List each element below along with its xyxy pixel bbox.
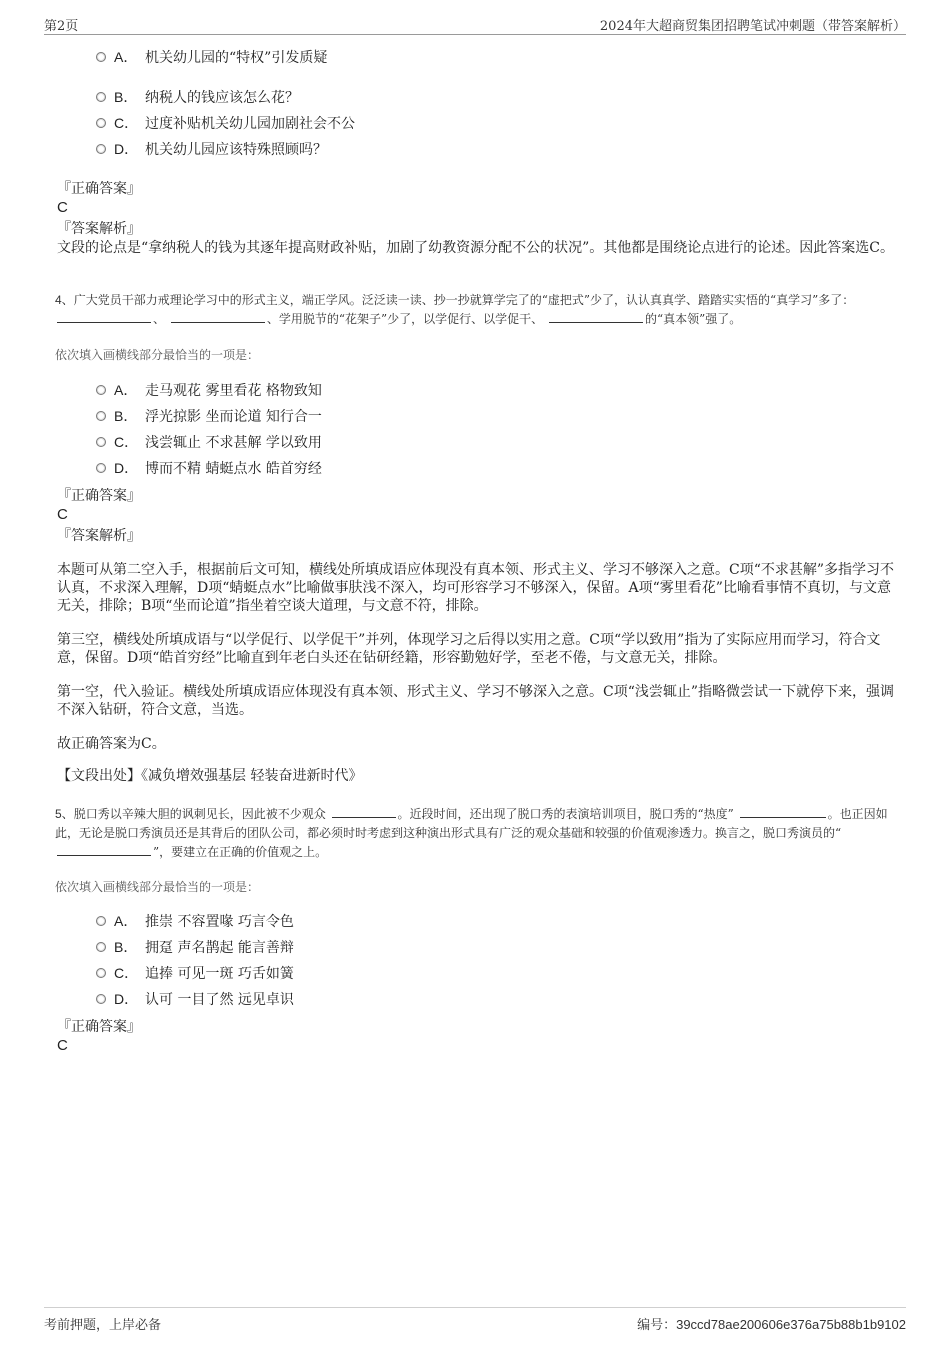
q5-answer-label: 『正确答案』 (57, 1019, 141, 1035)
footer-slogan: 考前押题，上岸必备 (44, 1318, 162, 1333)
code-value: 39ccd78ae200606e376a75b88b1b9102 (676, 1317, 906, 1332)
q4-answer-label: 『正确答案』 (57, 488, 141, 504)
radio-icon[interactable] (96, 968, 106, 978)
option-text: 浅尝辄止 不求甚解 学以致用 (145, 435, 322, 451)
option-text: 拥趸 声名鹊起 能言善辩 (145, 940, 294, 956)
q3-option-b[interactable] (96, 87, 299, 107)
option-text: 机关幼儿园应该特殊照顾吗？ (145, 142, 327, 158)
q4-analysis-paragraph-2: 第三空，横线处所填成语与“以学促行、以学促干”并列，体现学习之后得以实用之意。C项“学以致用”指为了实际应用而学习，符合文意，保留。D项“皓首穷经”比喻直到年老白头还在钻研经籍，形容勤勉好学，至老不倦，与文意无关，排除。 (57, 632, 881, 666)
q4-source: 【文段出处】《减负增效强基层 轻装奋进新时代》 (57, 768, 363, 784)
q5-option-a[interactable] (96, 911, 294, 931)
q3-answer: C (57, 199, 68, 216)
q5-stem (55, 805, 897, 862)
q5-stem-text-1: 脱口秀以辛辣大胆的讽刺见长，因此被不少观众 (73, 807, 326, 821)
option-text: 追捧 可见一斑 巧舌如簧 (145, 966, 294, 982)
page-footer (44, 1307, 906, 1332)
q5-stem-text-4: ”，要建立在正确的价值观之上。 (153, 845, 328, 859)
radio-icon[interactable] (96, 144, 106, 154)
q5-number: 5、 (55, 807, 74, 821)
option-text: 认可 一目了然 远见卓识 (145, 992, 294, 1008)
q5-prompt: 依次填入画横线部分最恰当的一项是： (55, 880, 260, 894)
option-text: 过度补贴机关幼儿园加剧社会不公 (145, 116, 355, 132)
q4-answer: C (57, 506, 68, 523)
code-label: 编号： (637, 1318, 677, 1333)
q5-option-c[interactable] (96, 963, 294, 983)
option-letter: B． (114, 939, 138, 955)
q3-analysis: 文段的论点是“拿纳税人的钱为其逐年提高财政补贴，加剧了幼教资源分配不公的状况”。其他都是围绕论点进行的论述。因此答案选C。 (57, 240, 895, 256)
option-letter: B． (114, 408, 138, 424)
document-title: 2024年大超商贸集团招聘笔试冲刺题（带答案解析） (599, 19, 906, 34)
q5-blank-1 (332, 805, 396, 818)
document-code (637, 1314, 906, 1333)
q4-analysis-label: 『答案解析』 (57, 528, 141, 544)
option-letter: C． (114, 115, 139, 131)
radio-icon[interactable] (96, 385, 106, 395)
radio-icon[interactable] (96, 411, 106, 421)
q5-blank-3 (57, 843, 151, 856)
option-text: 博而不精 蜻蜓点水 皓首穷经 (145, 461, 322, 477)
q5-option-b[interactable] (96, 937, 294, 957)
option-letter: A． (114, 382, 138, 398)
q4-stem (55, 291, 897, 329)
q4-blank-2 (171, 310, 265, 323)
option-text: 走马观花 雾里看花 格物致知 (145, 383, 322, 399)
radio-icon[interactable] (96, 92, 106, 102)
q5-stem-text-2: 。近段时间，还出现了脱口秀的表演培训项目，脱口秀的“热度” (397, 807, 734, 821)
q5-stem-text-3: 。也正因如此，无论是脱口秀演员还是其背后的团队公司，都必须时时考虑到这种演出形式具有广泛的观众基础和较强的价值观渗透力。换言之，脱口秀演员的“ (55, 807, 888, 840)
q4-analysis-paragraph-1: 本题可从第二空入手，根据前后文可知，横线处所填成语应体现没有真本领、形式主义、学习不够深入之意。C项“不求甚解”多指学习不认真，不求深入理解，D项“蜻蜓点水”比喻做事肤浅不深入，均可形容学习不够深入，保留。A项“雾里看花”比喻看事情不真切，与文意无关，排除；B项“坐而论道”指坐着空谈大道理，与文意不符，排除。 (57, 562, 895, 614)
q4-stem-text-1: 广大党员干部力戒理论学习中的形式主义，端正学风。泛泛读一读、抄一抄就算学完了的“虚把式”少了，认认真真学、踏踏实实悟的“真学习”多了： (73, 293, 855, 307)
radio-icon[interactable] (96, 437, 106, 447)
q4-blank-3 (549, 310, 643, 323)
q3-answer-label: 『正确答案』 (57, 181, 141, 197)
q4-option-a[interactable] (96, 380, 322, 400)
q3-option-c[interactable] (96, 113, 355, 133)
q4-analysis-paragraph-3: 第一空，代入验证。横线处所填成语应体现没有真本领、形式主义、学习不够深入之意。C项“浅尝辄止”指略微尝试一下就停下来，强调不深入钻研，符合文意，当选。 (57, 684, 895, 718)
option-letter: D． (114, 991, 139, 1007)
q3-analysis-label: 『答案解析』 (57, 221, 141, 237)
option-letter: D． (114, 460, 139, 476)
q4-blank-1 (57, 310, 151, 323)
option-text: 机关幼儿园的“特权”引发质疑 (145, 50, 328, 66)
q4-option-c[interactable] (96, 432, 322, 452)
option-letter: A． (114, 913, 138, 929)
q5-option-d[interactable] (96, 989, 294, 1009)
option-letter: A． (114, 49, 138, 65)
option-letter: B． (114, 89, 138, 105)
radio-icon[interactable] (96, 463, 106, 473)
q5-answer: C (57, 1037, 68, 1054)
q5-blank-2 (740, 805, 826, 818)
q4-stem-text-3: 的“真本领”强了。 (644, 312, 742, 326)
radio-icon[interactable] (96, 52, 106, 62)
option-letter: C． (114, 434, 139, 450)
radio-icon[interactable] (96, 916, 106, 926)
page-number: 第2页 (44, 19, 79, 34)
radio-icon[interactable] (96, 118, 106, 128)
page-header (44, 12, 906, 35)
q4-prompt: 依次填入画横线部分最恰当的一项是： (55, 348, 260, 362)
q3-option-d[interactable] (96, 139, 327, 159)
q4-analysis-paragraph-4: 故正确答案为C。 (57, 736, 166, 752)
radio-icon[interactable] (96, 942, 106, 952)
q3-option-a[interactable] (96, 47, 327, 67)
q4-separator: 、 (153, 312, 166, 326)
option-text: 浮光掠影 坐而论道 知行合一 (145, 409, 322, 425)
radio-icon[interactable] (96, 994, 106, 1004)
q4-option-b[interactable] (96, 406, 322, 426)
option-letter: D． (114, 141, 139, 157)
q4-option-d[interactable] (96, 458, 322, 478)
option-letter: C． (114, 965, 139, 981)
q4-stem-text-2: 、学用脱节的“花架子”少了，以学促行、以学促干、 (266, 312, 544, 326)
option-text: 纳税人的钱应该怎么花？ (145, 90, 299, 106)
option-text: 推崇 不容置喙 巧言令色 (145, 914, 294, 930)
q4-number: 4、 (55, 293, 74, 307)
